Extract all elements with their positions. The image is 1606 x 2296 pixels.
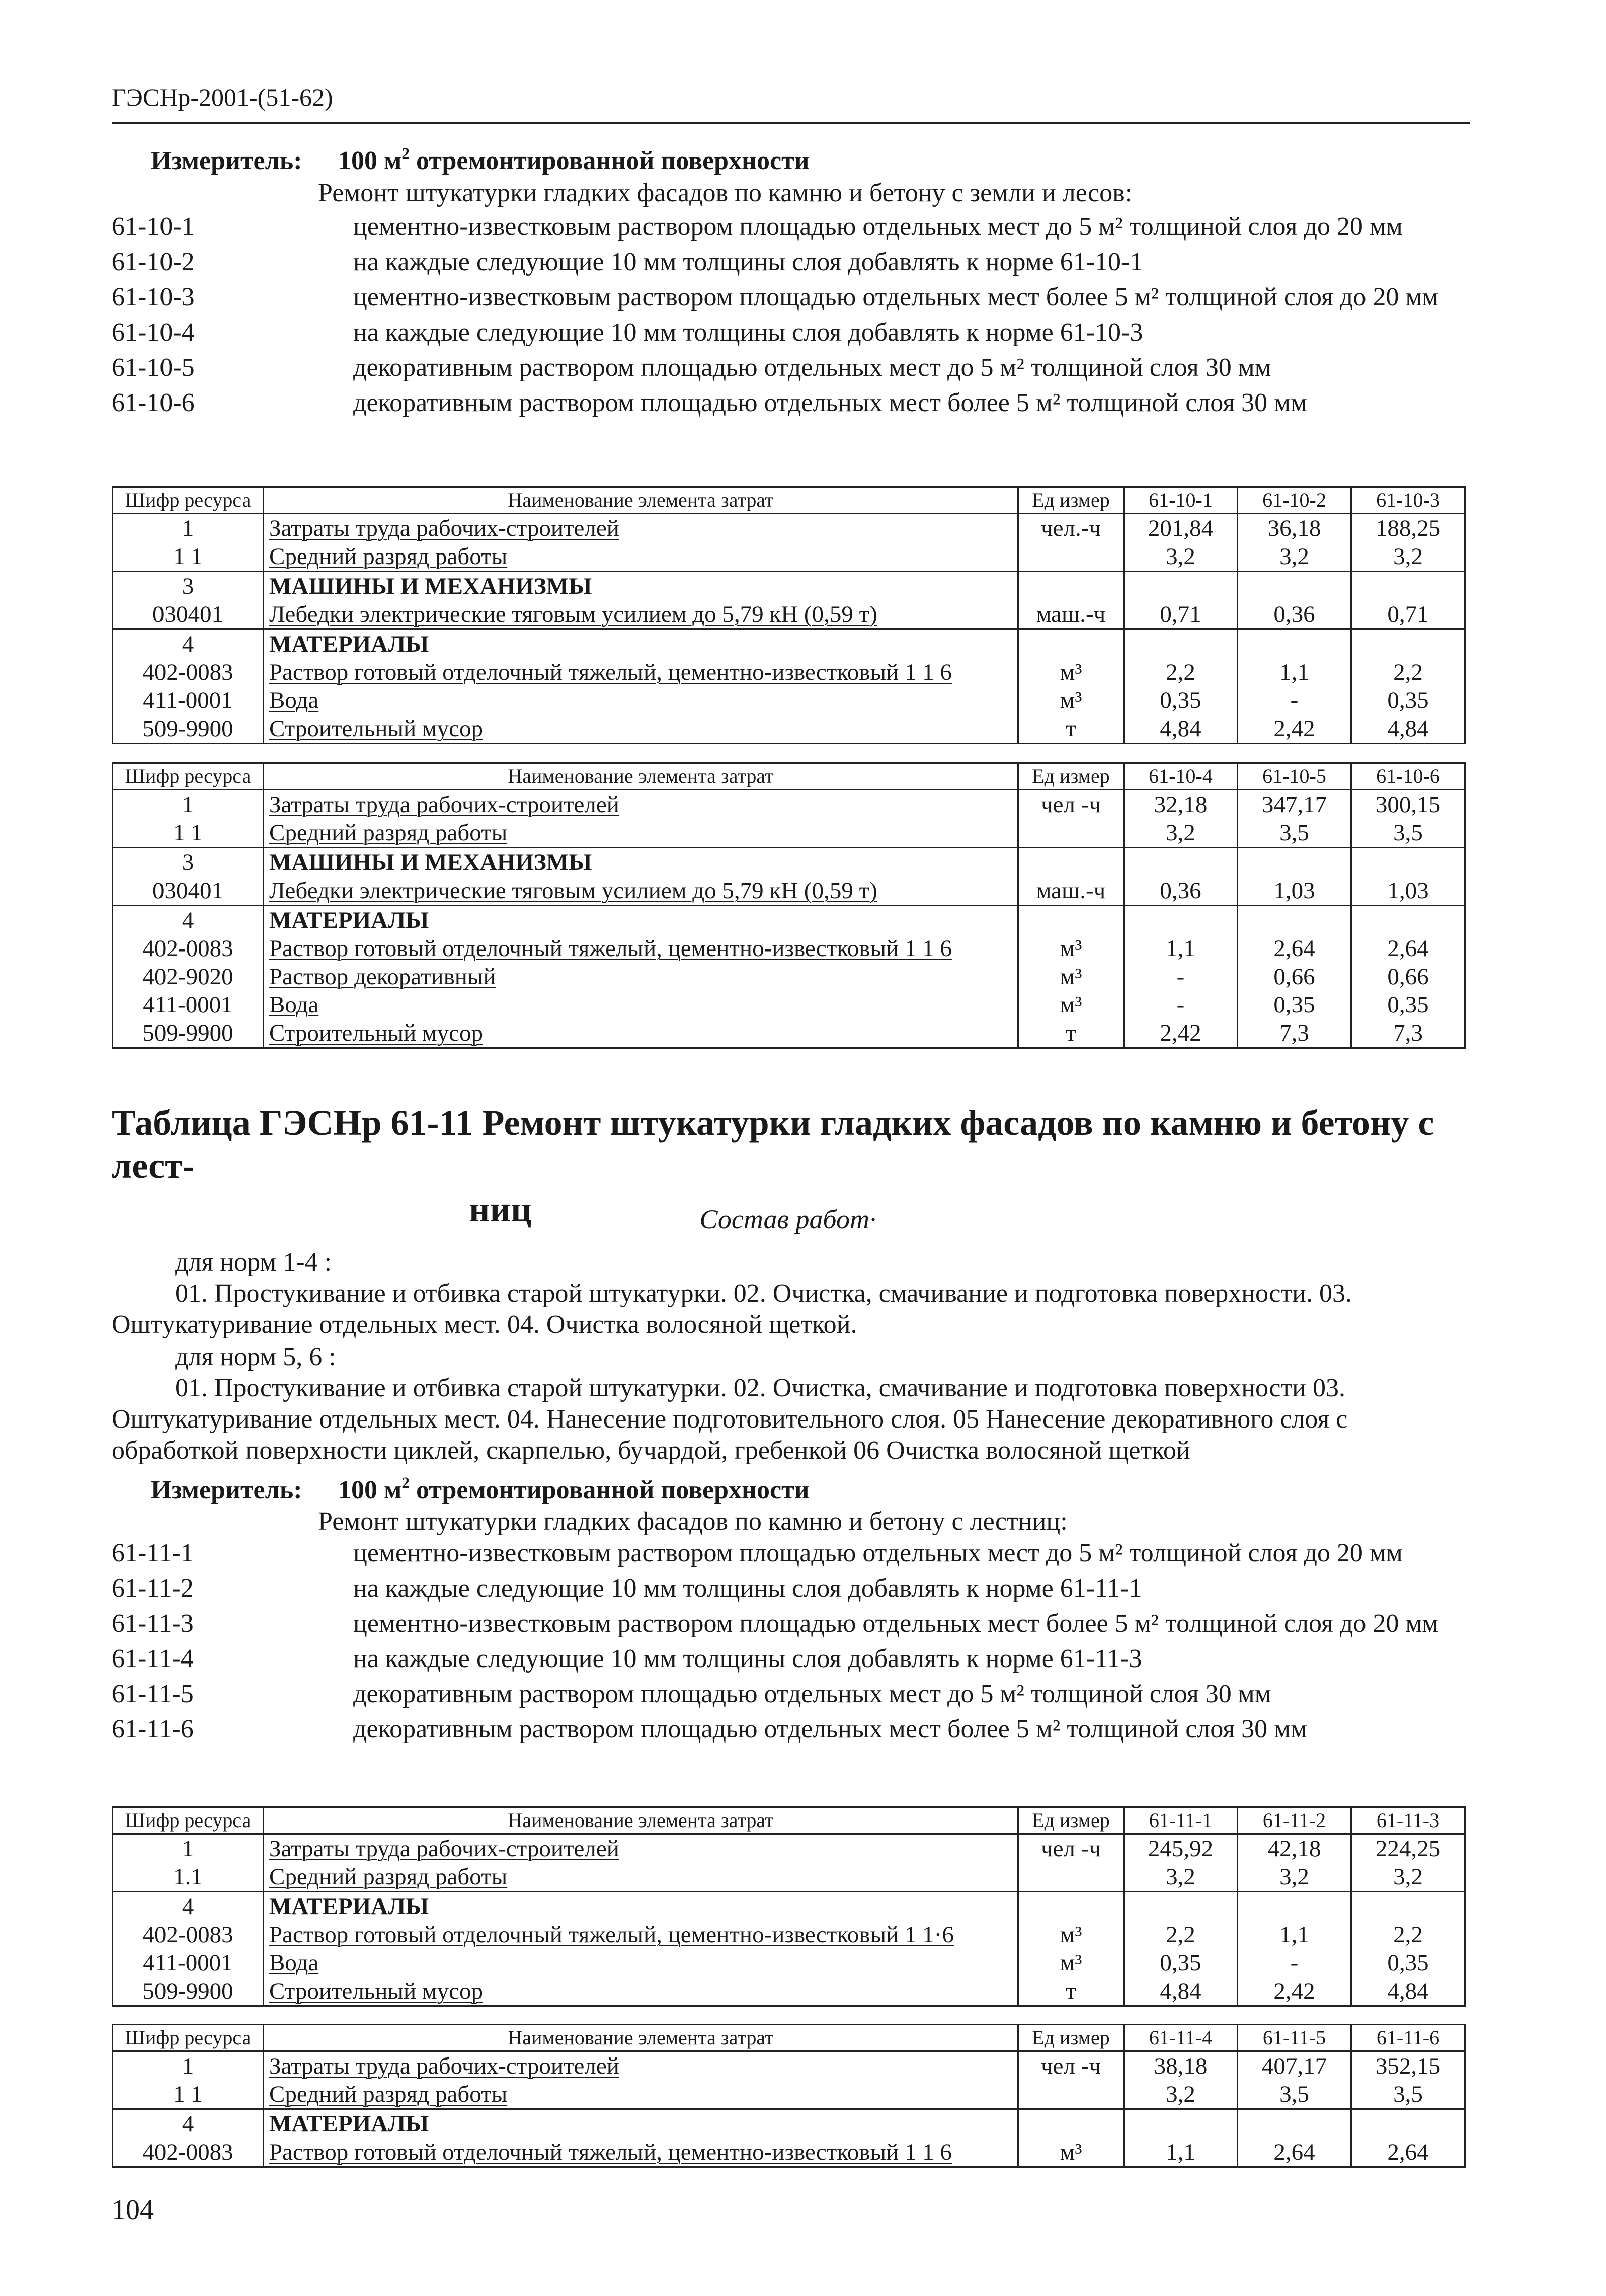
header-unit: Ед измер [1018, 2025, 1124, 2051]
resource-name: Раствор готовый отделочный тяжелый, цементно-известковый 1 1 6 [264, 934, 1018, 963]
table-header-row [113, 2025, 1465, 2051]
meter-line-b [151, 1475, 810, 1505]
norms-1-4-text: 01. Простукивание и отбивка старой штукатурки. 02. Очистка, смачивание и подготовка поверхности. 03. Оштукатуривание отдельных мест. 04. Очистка волосяной щеткой. [112, 1279, 1352, 1339]
table-row [113, 600, 1465, 629]
norm-value: 1,03 [1351, 877, 1465, 906]
norm-value: 201,84 [1124, 514, 1238, 543]
resource-name: МАШИНЫ И МЕХАНИЗМЫ [264, 572, 1018, 601]
norm-value: 4,84 [1351, 1977, 1465, 2006]
spec-item: 61-10-5 декоративным раствором площадью отдельных мест до 5 м² толщиной слоя 30 мм [112, 353, 1271, 382]
norm-value [1124, 629, 1238, 659]
norm-value [1238, 906, 1351, 935]
header-code: Шифр ресурса [113, 2025, 264, 2051]
resource-name: Затраты труда рабочих-строителей [264, 1834, 1018, 1863]
resource-code: 3 [113, 572, 264, 601]
section-row [113, 2109, 1465, 2139]
norm-value: 0,35 [1238, 991, 1351, 1019]
resource-code: 1 1 [113, 819, 264, 848]
table-row [113, 514, 1465, 543]
norm-value [1238, 572, 1351, 601]
norm-value: 300,15 [1351, 790, 1465, 819]
norm-value: 32,18 [1124, 790, 1238, 819]
norm-value: 188,25 [1351, 514, 1465, 543]
table-row [113, 1949, 1465, 1977]
header-norm-column: 61-11-3 [1351, 1807, 1465, 1834]
norm-value: 0,71 [1351, 600, 1465, 629]
resource-code: 402-0083 [113, 1921, 264, 1949]
header-norm-column: 61-10-1 [1124, 487, 1238, 514]
spec-item: 61-10-2 на каждые следующие 10 мм толщины слоя добавлять к норме 61-10-1 [112, 248, 1143, 276]
resource-name: МАТЕРИАЛЫ [264, 629, 1018, 659]
norm-value: 3,2 [1351, 1863, 1465, 1892]
norm-value [1124, 2109, 1238, 2139]
unit: т [1018, 1019, 1124, 1048]
header-code: Шифр ресурса [113, 487, 264, 514]
resource-code: 1.1 [113, 1863, 264, 1892]
norm-value: 38,18 [1124, 2051, 1238, 2081]
resource-name: Средний разряд работы [264, 542, 1018, 572]
norm-value: 1,03 [1238, 877, 1351, 906]
table-row [113, 877, 1465, 906]
header-code: Шифр ресурса [113, 763, 264, 790]
resource-code: 030401 [113, 600, 264, 629]
resource-code: 411-0001 [113, 991, 264, 1019]
norm-value [1351, 572, 1465, 601]
resource-table-61-10-1-3 [112, 486, 1466, 744]
norm-value: 2,64 [1351, 934, 1465, 963]
resource-code: 1 [113, 514, 264, 543]
resource-code: 4 [113, 906, 264, 935]
norms-5-6-label: для норм 5, 6 : [175, 1342, 336, 1371]
resource-code: 402-0083 [113, 658, 264, 686]
table-row [113, 819, 1465, 848]
norm-value [1238, 848, 1351, 877]
resource-code: 509-9900 [113, 1019, 264, 1048]
resource-code: 4 [113, 629, 264, 659]
norm-value: 3,2 [1238, 1863, 1351, 1892]
table-header-row [113, 487, 1465, 514]
norm-value: 2,2 [1351, 658, 1465, 686]
norm-value: 3,2 [1238, 542, 1351, 572]
unit [1018, 629, 1124, 659]
table-row [113, 963, 1465, 991]
resource-code: 1 [113, 2051, 264, 2081]
resource-name: Вода [264, 1949, 1018, 1977]
table-row [113, 1834, 1465, 1863]
unit: чел -ч [1018, 1834, 1124, 1863]
norm-value: 2,2 [1124, 658, 1238, 686]
norm-value: 0,66 [1351, 963, 1465, 991]
unit [1018, 2109, 1124, 2139]
resource-name: Затраты труда рабочих-строителей [264, 514, 1018, 543]
resource-code: 1 [113, 790, 264, 819]
norm-value: 0,36 [1124, 877, 1238, 906]
section-row [113, 906, 1465, 935]
header-name: Наименование элемента затрат [264, 2025, 1018, 2051]
norm-value: 3,2 [1124, 1863, 1238, 1892]
resource-name: МАТЕРИАЛЫ [264, 906, 1018, 935]
norm-value: 1,1 [1124, 934, 1238, 963]
resource-code: 4 [113, 1892, 264, 1921]
unit [1018, 2080, 1124, 2109]
intro-a: Ремонт штукатурки гладких фасадов по камню и бетону с земли и лесов: [318, 179, 1133, 207]
norm-value: - [1238, 1949, 1351, 1977]
unit: чел.-ч [1018, 514, 1124, 543]
norm-value [1124, 848, 1238, 877]
resource-name: МАТЕРИАЛЫ [264, 1892, 1018, 1921]
spec-list-b [112, 1538, 1470, 1745]
norm-value: 3,2 [1351, 542, 1465, 572]
resource-code: 402-9020 [113, 963, 264, 991]
intro-b: Ремонт штукатурки гладких фасадов по камню и бетону с лестниц: [318, 1507, 1068, 1536]
spec-item: 61-10-4 на каждые следующие 10 мм толщины слоя добавлять к норме 61-10-3 [112, 318, 1143, 347]
norm-value: 4,84 [1351, 715, 1465, 744]
unit: м³ [1018, 1921, 1124, 1949]
table-header-row [113, 763, 1465, 790]
meter-line-a [151, 146, 810, 176]
norm-value: 0,66 [1238, 963, 1351, 991]
resource-name: Вода [264, 991, 1018, 1019]
resource-name: Средний разряд работы [264, 819, 1018, 848]
resource-code: 509-9900 [113, 715, 264, 744]
header-norm-column: 61-11-1 [1124, 1807, 1238, 1834]
norm-value [1124, 572, 1238, 601]
norm-value: 0,35 [1124, 686, 1238, 715]
table-row [113, 1977, 1465, 2006]
norm-value: 3,5 [1351, 819, 1465, 848]
table-row [113, 686, 1465, 715]
header-rule [112, 122, 1470, 124]
table-row [113, 2051, 1465, 2081]
norm-value: 2,2 [1124, 1921, 1238, 1949]
resource-code: 411-0001 [113, 686, 264, 715]
norm-value: 352,15 [1351, 2051, 1465, 2081]
norm-value: 2,64 [1238, 2138, 1351, 2167]
norm-value: 36,18 [1238, 514, 1351, 543]
norm-value: 7,3 [1238, 1019, 1351, 1048]
resource-name: Раствор готовый отделочный тяжелый, цементно-известковый 1 1 6 [264, 2138, 1018, 2167]
header-name: Наименование элемента затрат [264, 763, 1018, 790]
norm-value: 3,5 [1238, 2080, 1351, 2109]
table-row [113, 1921, 1465, 1949]
norm-value: 2,42 [1238, 1977, 1351, 2006]
table-row [113, 790, 1465, 819]
unit: чел -ч [1018, 790, 1124, 819]
table-row [113, 2138, 1465, 2167]
spec-item: 61-10-1 цементно-известковым раствором площадью отдельных мест до 5 м² толщиной слоя до 20 мм [112, 212, 1403, 241]
unit [1018, 1863, 1124, 1892]
resource-name: Затраты труда рабочих-строителей [264, 2051, 1018, 2081]
norm-value [1351, 2109, 1465, 2139]
norm-value [1124, 906, 1238, 935]
norm-value [1351, 848, 1465, 877]
norm-value: 0,35 [1351, 1949, 1465, 1977]
header-norm-column: 61-11-6 [1351, 2025, 1465, 2051]
header-norm-column: 61-11-2 [1238, 1807, 1351, 1834]
unit [1018, 906, 1124, 935]
unit [1018, 542, 1124, 572]
table-row [113, 1019, 1465, 1048]
spec-item: 61-10-6 декоративным раствором площадью отдельных мест более 5 м² толщиной слоя 30 мм [112, 388, 1307, 417]
unit: м³ [1018, 658, 1124, 686]
unit: т [1018, 715, 1124, 744]
unit: чел -ч [1018, 2051, 1124, 2081]
header-norm-column: 61-10-4 [1124, 763, 1238, 790]
running-head: ГЭСНр-2001-(51-62) [112, 83, 333, 111]
norm-value [1351, 906, 1465, 935]
table-row [113, 1863, 1465, 1892]
unit [1018, 572, 1124, 601]
norm-value: 0,71 [1124, 600, 1238, 629]
resource-name: Средний разряд работы [264, 1863, 1018, 1892]
spec-item: 61-11-4 на каждые следующие 10 мм толщины слоя добавлять к норме 61-11-3 [112, 1644, 1142, 1673]
spec-list-a [112, 211, 1470, 419]
header-norm-column: 61-10-3 [1351, 487, 1465, 514]
resource-code: 1 [113, 1834, 264, 1863]
meter-value: 100 $м^2$ отремонтированной поверхности [338, 1474, 810, 1505]
resource-name: Строительный мусор [264, 1977, 1018, 2006]
composition-norms-1-4 [112, 1247, 1470, 1340]
resource-code: 030401 [113, 877, 264, 906]
header-unit: Ед измер [1018, 487, 1124, 514]
header-name: Наименование элемента затрат [264, 487, 1018, 514]
norm-value: 2,64 [1238, 934, 1351, 963]
norm-value: - [1124, 963, 1238, 991]
header-norm-column: 61-11-5 [1238, 2025, 1351, 2051]
norm-value: - [1124, 991, 1238, 1019]
unit: м³ [1018, 963, 1124, 991]
meter-label: Измеритель: [151, 146, 302, 175]
table-title-line1: Таблица ГЭСНр 61-11 Ремонт штукатурки гладких фасадов по камню и бетону с лест- [112, 1102, 1434, 1186]
resource-name: Лебедки электрические тяговым усилием до 5,79 кН (0,59 т) [264, 600, 1018, 629]
unit: м³ [1018, 934, 1124, 963]
norm-value [1351, 629, 1465, 659]
spec-item: 61-11-2 на каждые следующие 10 мм толщины слоя добавлять к норме 61-11-1 [112, 1574, 1142, 1603]
table-row [113, 2080, 1465, 2109]
unit: маш.-ч [1018, 600, 1124, 629]
norm-value [1238, 1892, 1351, 1921]
spec-item: 61-11-5 декоративным раствором площадью отдельных мест до 5 м² толщиной слоя 30 мм [112, 1680, 1271, 1708]
resource-name: Раствор готовый отделочный тяжелый, цементно-известковый 1 1·6 [264, 1921, 1018, 1949]
resource-name: Средний разряд работы [264, 2080, 1018, 2109]
spec-item: 61-11-3 цементно-известковым раствором площадью отдельных мест более 5 м² толщиной слоя до 20 мм [112, 1609, 1439, 1638]
norms-1-4-label: для норм 1-4 : [175, 1248, 332, 1277]
spec-item: 61-10-3 цементно-известковым раствором площадью отдельных мест более 5 м² толщиной слоя до 20 мм [112, 283, 1439, 311]
norm-value: 3,2 [1124, 819, 1238, 848]
resource-code: 3 [113, 848, 264, 877]
table-title-line2: ниц [469, 1189, 532, 1229]
composition-heading: Состав работ· [699, 1204, 876, 1234]
header-unit: Ед измер [1018, 1807, 1124, 1834]
header-code: Шифр ресурса [113, 1807, 264, 1834]
unit [1018, 819, 1124, 848]
section-row [113, 629, 1465, 659]
norm-value: 2,42 [1124, 1019, 1238, 1048]
resource-table-61-10-4-6 [112, 762, 1466, 1049]
resource-code: 509-9900 [113, 1977, 264, 2006]
norm-value [1238, 2109, 1351, 2139]
resource-table-61-11-4-6 [112, 2024, 1466, 2168]
resource-name: Лебедки электрические тяговым усилием до 5,79 кН (0,59 т) [264, 877, 1018, 906]
unit: маш.-ч [1018, 877, 1124, 906]
norm-value [1351, 1892, 1465, 1921]
norm-value: 224,25 [1351, 1834, 1465, 1863]
norm-value: 4,84 [1124, 1977, 1238, 2006]
norm-value: 3,5 [1238, 819, 1351, 848]
meter-value: 100 $м^2$ отремонтированной поверхности [338, 144, 810, 175]
norm-value: 0,35 [1124, 1949, 1238, 1977]
header-norm-column: 61-10-6 [1351, 763, 1465, 790]
norm-value [1238, 629, 1351, 659]
unit: м³ [1018, 2138, 1124, 2167]
norm-value: 42,18 [1238, 1834, 1351, 1863]
table-header-row [113, 1807, 1465, 1834]
meter-label: Измеритель: [151, 1476, 302, 1505]
resource-name: Строительный мусор [264, 715, 1018, 744]
norm-value: 0,36 [1238, 600, 1351, 629]
norm-value: 407,17 [1238, 2051, 1351, 2081]
norm-value: 2,2 [1351, 1921, 1465, 1949]
table-row [113, 991, 1465, 1019]
resource-code: 4 [113, 2109, 264, 2139]
resource-code: 402-0083 [113, 934, 264, 963]
norm-value: 1,1 [1124, 2138, 1238, 2167]
norm-value: 4,84 [1124, 715, 1238, 744]
section-row [113, 848, 1465, 877]
resource-code: 1 1 [113, 2080, 264, 2109]
norm-value: - [1238, 686, 1351, 715]
composition-norms-5-6 [112, 1341, 1470, 1466]
norm-value: 2,42 [1238, 715, 1351, 744]
unit: т [1018, 1977, 1124, 2006]
spec-item: 61-11-1 цементно-известковым раствором площадью отдельных мест до 5 м² толщиной слоя до 20 мм [112, 1539, 1403, 1567]
header-norm-column: 61-11-4 [1124, 2025, 1238, 2051]
norm-value: 1,1 [1238, 1921, 1351, 1949]
resource-code: 402-0083 [113, 2138, 264, 2167]
resource-code: 411-0001 [113, 1949, 264, 1977]
table-row [113, 934, 1465, 963]
table-row [113, 658, 1465, 686]
unit [1018, 848, 1124, 877]
norm-value: 347,17 [1238, 790, 1351, 819]
resource-name: Раствор готовый отделочный тяжелый, цементно-известковый 1 1 6 [264, 658, 1018, 686]
section-row [113, 572, 1465, 601]
resource-name: Затраты труда рабочих-строителей [264, 790, 1018, 819]
unit: м³ [1018, 1949, 1124, 1977]
resource-name: МАШИНЫ И МЕХАНИЗМЫ [264, 848, 1018, 877]
resource-name: Вода [264, 686, 1018, 715]
section-row [113, 1892, 1465, 1921]
unit: м³ [1018, 686, 1124, 715]
header-name: Наименование элемента затрат [264, 1807, 1018, 1834]
resource-name: МАТЕРИАЛЫ [264, 2109, 1018, 2139]
norm-value: 3,2 [1124, 2080, 1238, 2109]
header-norm-column: 61-10-2 [1238, 487, 1351, 514]
resource-name: Раствор декоративный [264, 963, 1018, 991]
norm-value: 7,3 [1351, 1019, 1465, 1048]
page-number: 104 [112, 2194, 154, 2226]
table-row [113, 542, 1465, 572]
norms-5-6-text: 01. Простукивание и отбивка старой штукатурки. 02. Очистка, смачивание и подготовка поверхности 03. Оштукатуривание отдельных мест. 04. Нанесение подготовительного слоя. 05 Нанесение декоративного слоя с обработкой поверхности циклей, скарпелью, бучардой, гребенкой 06 Очистка волосяной щеткой [112, 1374, 1348, 1465]
norm-value: 3,5 [1351, 2080, 1465, 2109]
table-row [113, 715, 1465, 744]
norm-value: 1,1 [1238, 658, 1351, 686]
norm-value: 0,35 [1351, 686, 1465, 715]
header-unit: Ед измер [1018, 763, 1124, 790]
norm-value: 0,35 [1351, 991, 1465, 1019]
unit: м³ [1018, 991, 1124, 1019]
header-norm-column: 61-10-5 [1238, 763, 1351, 790]
norm-value [1124, 1892, 1238, 1921]
norm-value: 245,92 [1124, 1834, 1238, 1863]
norm-value: 3,2 [1124, 542, 1238, 572]
spec-item: 61-11-6 декоративным раствором площадью отдельных мест более 5 м² толщиной слоя 30 мм [112, 1715, 1307, 1744]
norm-value: 2,64 [1351, 2138, 1465, 2167]
resource-name: Строительный мусор [264, 1019, 1018, 1048]
resource-table-61-11-1-3 [112, 1806, 1466, 2007]
resource-code: 1 1 [113, 542, 264, 572]
unit [1018, 1892, 1124, 1921]
